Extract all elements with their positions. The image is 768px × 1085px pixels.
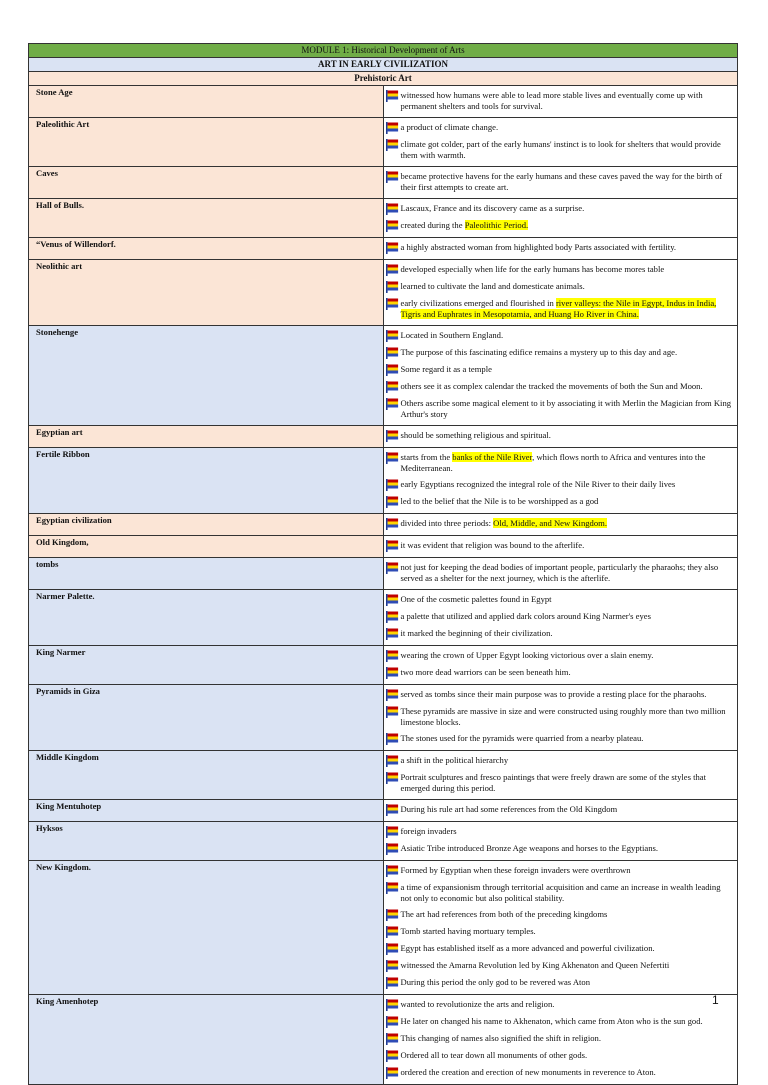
bullet-text [401, 139, 734, 161]
bullet-cell [383, 448, 738, 514]
term-cell: King Narmer [29, 646, 384, 685]
table-row [29, 514, 738, 536]
bullet-item [386, 665, 734, 682]
bullet-cell [383, 685, 738, 751]
flag-bullet-icon [386, 909, 399, 921]
term-cell: Stone Age [29, 86, 384, 118]
bullet-text [401, 364, 734, 375]
text-segment: a highly abstracted woman from highlighted body Parts associated with fertility. [400, 242, 677, 252]
bullet-cell [383, 995, 738, 1085]
bullet-text [401, 755, 734, 766]
flag-bullet-icon [386, 398, 399, 410]
text-segment: others see it as complex calendar the tracked the movements of both the Sun and Moon. [400, 381, 703, 391]
notes-table-container [28, 43, 738, 1085]
flag-bullet-icon [386, 977, 399, 989]
bullet-item [386, 328, 734, 345]
flag-bullet-icon [386, 430, 399, 442]
flag-bullet-icon [386, 826, 399, 838]
text-segment: Some regard it as a temple [400, 364, 492, 374]
text-segment: early Egyptians recognized the integral role of the Nile River to their daily lives [400, 479, 676, 489]
text-segment: During his rule art had some references from the Old Kingdom [400, 804, 618, 814]
bullet-text [401, 518, 734, 529]
flag-bullet-icon [386, 496, 399, 508]
flag-bullet-icon [386, 298, 399, 310]
bullet-text [401, 430, 734, 441]
bullet-item [386, 345, 734, 362]
flag-bullet-icon [386, 562, 399, 574]
text-segment: witnessed the Amarna Revolution led by King Akhenaton and Queen Nefertiti [400, 960, 670, 970]
flag-bullet-icon [386, 689, 399, 701]
text-segment: These pyramids are massive in size and were constructed using roughly more than two million limestone blocks. [400, 706, 726, 727]
text-segment: The stones used for the pyramids were quarried from a nearby plateau. [400, 733, 644, 743]
bullet-text [401, 264, 734, 275]
subsection-title: Prehistoric Art [29, 72, 738, 86]
text-segment: Tomb started having mortuary temples. [400, 926, 536, 936]
bullet-text [401, 220, 734, 231]
term-cell: Middle Kingdom [29, 751, 384, 800]
bullet-item [386, 396, 734, 423]
bullet-item [386, 279, 734, 296]
bullet-item [386, 296, 734, 323]
text-segment: should be something religious and spiritual. [400, 430, 551, 440]
bullet-cell [383, 238, 738, 260]
bullet-cell [383, 326, 738, 426]
text-segment: , which flows north to Africa and ventures into the Mediterranean. [400, 452, 706, 473]
flag-bullet-icon [386, 171, 399, 183]
flag-bullet-icon [386, 733, 399, 745]
flag-bullet-icon [386, 804, 399, 816]
bullet-cell [383, 558, 738, 590]
text-segment: Others ascribe some magical element to it by associating it with Merlin the Magician from King Arthur's story [400, 398, 732, 419]
flag-bullet-icon [386, 452, 399, 464]
table-row [29, 426, 738, 448]
text-segment: This changing of names also signified the shift in religion. [400, 1033, 601, 1043]
term-cell: New Kingdom. [29, 861, 384, 995]
text-segment: divided into three periods: [400, 518, 494, 528]
text-segment: a palette that utilized and applied dark colors around King Narmer's eyes [400, 611, 651, 621]
flag-bullet-icon [386, 281, 399, 293]
bullet-text [401, 594, 734, 605]
table-row [29, 326, 738, 426]
bullet-text [401, 122, 734, 133]
bullet-item [386, 802, 734, 819]
bullet-text [401, 1050, 734, 1061]
bullet-item [386, 538, 734, 555]
flag-bullet-icon [386, 364, 399, 376]
term-cell: Narmer Palette. [29, 590, 384, 646]
bullet-text [401, 330, 734, 341]
text-segment: Asiatic Tribe introduced Bronze Age weapons and horses to the Egyptians. [400, 843, 659, 853]
text-segment: starts from the [400, 452, 453, 462]
bullet-text [401, 562, 734, 584]
module-title: MODULE 1: Historical Development of Arts [29, 44, 738, 58]
flag-bullet-icon [386, 330, 399, 342]
text-segment: Ordered all to tear down all monuments of other gods. [400, 1050, 588, 1060]
bullet-item [386, 262, 734, 279]
bullet-text [401, 733, 734, 744]
bullet-cell [383, 646, 738, 685]
bullet-cell [383, 199, 738, 238]
bullet-item [386, 704, 734, 731]
text-segment: wearing the crown of Upper Egypt looking victorious over a slain enemy. [400, 650, 654, 660]
bullet-text [401, 540, 734, 551]
bullet-text [401, 882, 734, 904]
text-segment: developed especially when life for the early humans has become mores table [400, 264, 665, 274]
subsection-header-row [29, 72, 738, 86]
bullet-text [401, 381, 734, 392]
flag-bullet-icon [386, 1067, 399, 1079]
bullet-item [386, 941, 734, 958]
term-cell: King Mentuhotep [29, 800, 384, 822]
highlighted-text: Paleolithic Period. [464, 220, 529, 230]
bullet-text [401, 452, 734, 474]
flag-bullet-icon [386, 882, 399, 894]
flag-bullet-icon [386, 540, 399, 552]
bullet-item [386, 1048, 734, 1065]
bullet-item [386, 1065, 734, 1082]
text-segment: wanted to revolutionize the arts and religion. [400, 999, 555, 1009]
section-title: ART IN EARLY CIVILIZATION [29, 58, 738, 72]
flag-bullet-icon [386, 90, 399, 102]
bullet-text [401, 281, 734, 292]
module-header-row [29, 44, 738, 58]
table-row [29, 995, 738, 1085]
flag-bullet-icon [386, 667, 399, 679]
term-cell: Hyksos [29, 822, 384, 861]
page-number: 1 [712, 993, 719, 1007]
bullet-text [401, 650, 734, 661]
bullet-item [386, 907, 734, 924]
bullet-item [386, 201, 734, 218]
table-row [29, 167, 738, 199]
highlighted-text: river valleys: the Nile in Egypt, Indus in India, Tigris and Euphrates in Mesopotamia, and Huang Ho River in China. [400, 298, 717, 319]
flag-bullet-icon [386, 926, 399, 938]
bullet-cell [383, 822, 738, 861]
bullet-text [401, 999, 734, 1010]
flag-bullet-icon [386, 1050, 399, 1062]
flag-bullet-icon [386, 865, 399, 877]
bullet-item [386, 592, 734, 609]
bullet-text [401, 943, 734, 954]
flag-bullet-icon [386, 479, 399, 491]
bullet-item [386, 880, 734, 907]
bullet-cell [383, 118, 738, 167]
bullet-item [386, 137, 734, 164]
bullet-cell [383, 260, 738, 326]
bullet-text [401, 242, 734, 253]
flag-bullet-icon [386, 755, 399, 767]
table-row [29, 861, 738, 995]
term-cell: King Amenhotep [29, 995, 384, 1085]
bullet-item [386, 975, 734, 992]
flag-bullet-icon [386, 999, 399, 1011]
flag-bullet-icon [386, 650, 399, 662]
table-row [29, 558, 738, 590]
bullet-cell [383, 861, 738, 995]
bullet-text [401, 977, 734, 988]
bullet-text [401, 347, 734, 358]
text-segment: a product of climate change. [400, 122, 499, 132]
bullet-item [386, 560, 734, 587]
text-segment: not just for keeping the dead bodies of important people, particularly the pharaohs; they also served as a shelter for the next journey, which is the afterlife. [400, 562, 719, 583]
flag-bullet-icon [386, 518, 399, 530]
bullet-item [386, 1031, 734, 1048]
bullet-text [401, 826, 734, 837]
table-row [29, 448, 738, 514]
bullet-item [386, 648, 734, 665]
table-row [29, 199, 738, 238]
text-segment: Portrait sculptures and fresco paintings that were freely drawn are some of the styles that emerged during this period. [400, 772, 706, 793]
term-cell: tombs [29, 558, 384, 590]
bullet-item [386, 609, 734, 626]
table-row [29, 685, 738, 751]
text-segment: He later on changed his name to Akhenaton, which came from Aton who is the sun god. [400, 1016, 703, 1026]
text-segment: The art had references from both of the preceding kingdoms [400, 909, 608, 919]
bullet-text [401, 843, 734, 854]
flag-bullet-icon [386, 960, 399, 972]
bullet-item [386, 958, 734, 975]
flag-bullet-icon [386, 264, 399, 276]
bullet-text [401, 298, 734, 320]
bullet-item [386, 626, 734, 643]
bullet-item [386, 863, 734, 880]
flag-bullet-icon [386, 381, 399, 393]
bullet-text [401, 926, 734, 937]
flag-bullet-icon [386, 943, 399, 955]
bullet-text [401, 496, 734, 507]
table-row [29, 646, 738, 685]
bullet-cell [383, 426, 738, 448]
text-segment: early civilizations emerged and flourished in [400, 298, 556, 308]
bullet-text [401, 611, 734, 622]
flag-bullet-icon [386, 594, 399, 606]
bullet-text [401, 1016, 734, 1027]
bullet-cell [383, 751, 738, 800]
flag-bullet-icon [386, 139, 399, 151]
bullet-cell [383, 590, 738, 646]
bullet-item [386, 841, 734, 858]
text-segment: learned to cultivate the land and domesticate animals. [400, 281, 585, 291]
flag-bullet-icon [386, 1016, 399, 1028]
flag-bullet-icon [386, 347, 399, 359]
text-segment: a shift in the political hierarchy [400, 755, 509, 765]
text-segment: witnessed how humans were able to lead more stable lives and eventually come up with permanent shelters and tools for survival. [400, 90, 703, 111]
bullet-item [386, 450, 734, 477]
flag-bullet-icon [386, 1033, 399, 1045]
text-segment: Located in Southern England. [400, 330, 504, 340]
flag-bullet-icon [386, 706, 399, 718]
bullet-text [401, 203, 734, 214]
bullet-item [386, 824, 734, 841]
bullet-text [401, 909, 734, 920]
bullet-item [386, 362, 734, 379]
flag-bullet-icon [386, 611, 399, 623]
term-cell: Paleolithic Art [29, 118, 384, 167]
flag-bullet-icon [386, 772, 399, 784]
text-segment: foreign invaders [400, 826, 457, 836]
text-segment: became protective havens for the early humans and these caves paved the way for the birth of their first attempts to create art. [400, 171, 723, 192]
text-segment: Lascaux, France and its discovery came as a surprise. [400, 203, 585, 213]
table-row [29, 751, 738, 800]
term-cell: Egyptian art [29, 426, 384, 448]
bullet-item [386, 753, 734, 770]
bullet-item [386, 120, 734, 137]
term-cell: Egyptian civilization [29, 514, 384, 536]
flag-bullet-icon [386, 843, 399, 855]
notes-table [28, 43, 738, 1085]
bullet-cell [383, 536, 738, 558]
table-row [29, 822, 738, 861]
text-segment: led to the belief that the Nile is to be worshipped as a god [400, 496, 599, 506]
bullet-item [386, 924, 734, 941]
text-segment: two more dead warriors can be seen beneath him. [400, 667, 571, 677]
bullet-item [386, 1014, 734, 1031]
table-row [29, 238, 738, 260]
bullet-item [386, 379, 734, 396]
table-row [29, 86, 738, 118]
term-cell: Pyramids in Giza [29, 685, 384, 751]
bullet-text [401, 865, 734, 876]
text-segment: a time of expansionism through territorial acquisition and came an increase in wealth leading not only to economic but also political stability. [400, 882, 721, 903]
bullet-text [401, 1067, 734, 1078]
bullet-item [386, 731, 734, 748]
bullet-item [386, 477, 734, 494]
bullet-text [401, 706, 734, 728]
flag-bullet-icon [386, 203, 399, 215]
term-cell: Hall of Bulls. [29, 199, 384, 238]
flag-bullet-icon [386, 628, 399, 640]
text-segment: climate got colder, part of the early humans' instinct is to look for shelters that would provide them with warmth. [400, 139, 721, 160]
bullet-text [401, 171, 734, 193]
flag-bullet-icon [386, 122, 399, 134]
bullet-text [401, 1033, 734, 1044]
bullet-text [401, 772, 734, 794]
bullet-item [386, 770, 734, 797]
highlighted-text: banks of the Nile River [452, 452, 533, 462]
bullet-item [386, 687, 734, 704]
text-segment: Formed by Egyptian when these foreign invaders were overthrown [400, 865, 631, 875]
bullet-text [401, 960, 734, 971]
section-header-row [29, 58, 738, 72]
term-cell: Caves [29, 167, 384, 199]
text-segment: The purpose of this fascinating edifice remains a mystery up to this day and age. [400, 347, 678, 357]
flag-bullet-icon [386, 220, 399, 232]
text-segment: ordered the creation and erection of new monuments in reverence to Aton. [400, 1067, 656, 1077]
table-row [29, 260, 738, 326]
table-row [29, 118, 738, 167]
table-row [29, 800, 738, 822]
text-segment: Egypt has established itself as a more advanced and powerful civilization. [400, 943, 655, 953]
bullet-item [386, 240, 734, 257]
bullet-item [386, 169, 734, 196]
term-cell: Stonehenge [29, 326, 384, 426]
text-segment: it marked the beginning of their civilization. [400, 628, 553, 638]
text-segment: it was evident that religion was bound to the afterlife. [400, 540, 585, 550]
bullet-item [386, 494, 734, 511]
bullet-text [401, 667, 734, 678]
text-segment: created during the [400, 220, 465, 230]
bullet-text [401, 804, 734, 815]
bullet-text [401, 689, 734, 700]
highlighted-text: Old, Middle, and New Kingdom. [493, 518, 607, 528]
bullet-item [386, 997, 734, 1014]
term-cell: Neolithic art [29, 260, 384, 326]
table-row [29, 590, 738, 646]
table-row [29, 536, 738, 558]
bullet-text [401, 479, 734, 490]
text-segment: served as tombs since their main purpose was to provide a resting place for the pharaohs. [400, 689, 707, 699]
bullet-item [386, 428, 734, 445]
term-cell: Old Kingdom, [29, 536, 384, 558]
bullet-item [386, 88, 734, 115]
term-cell: Fertile Ribbon [29, 448, 384, 514]
text-segment: One of the cosmetic palettes found in Egypt [400, 594, 552, 604]
term-cell: “Venus of Willendorf. [29, 238, 384, 260]
flag-bullet-icon [386, 242, 399, 254]
bullet-cell [383, 86, 738, 118]
bullet-text [401, 398, 734, 420]
text-segment: During this period the only god to be revered was Aton [400, 977, 591, 987]
bullet-cell [383, 514, 738, 536]
bullet-text [401, 90, 734, 112]
bullet-item [386, 516, 734, 533]
bullet-item [386, 218, 734, 235]
bullet-text [401, 628, 734, 639]
bullet-cell [383, 167, 738, 199]
bullet-cell [383, 800, 738, 822]
